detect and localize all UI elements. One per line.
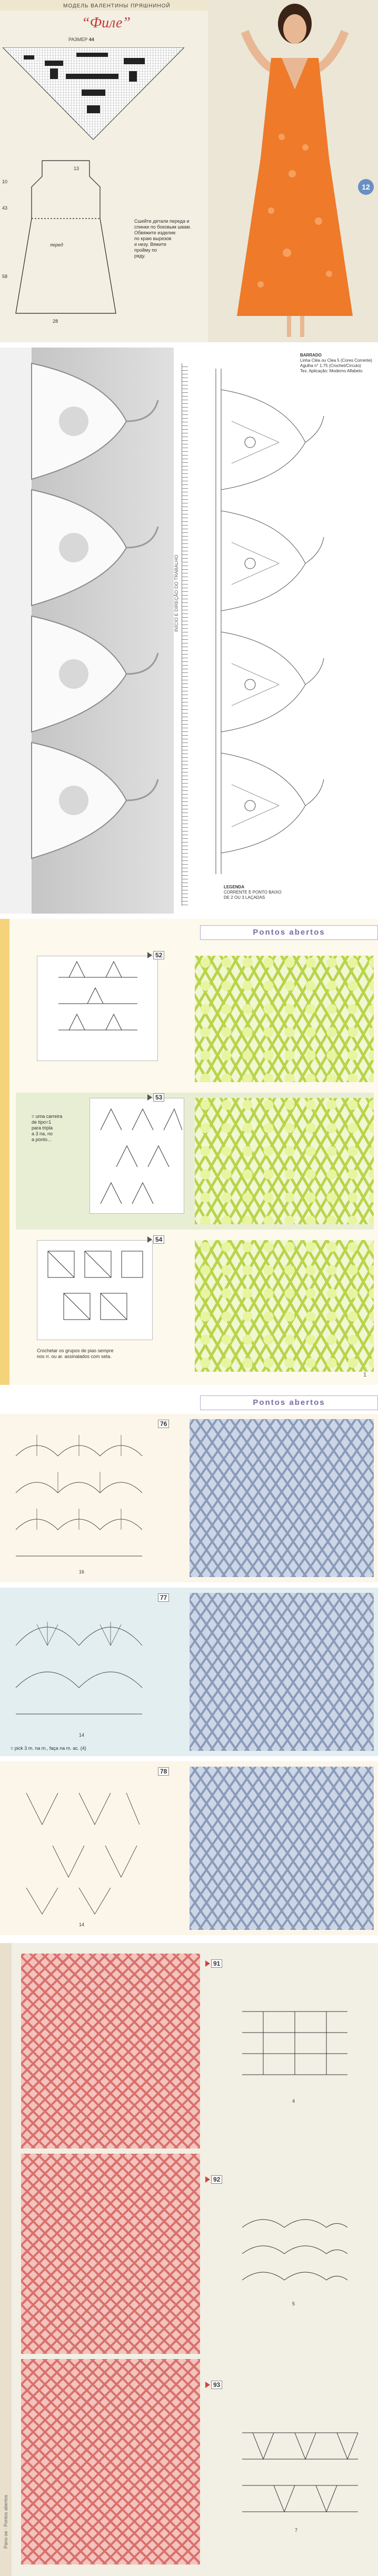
stitch-chart xyxy=(11,1424,158,1567)
sample-number xyxy=(158,1593,169,1602)
sample-number-label: 52 xyxy=(153,951,164,959)
arrow-icon xyxy=(205,2382,210,2388)
legend-line: de tipo=1 xyxy=(32,1119,52,1125)
pattern-piece-label: перед xyxy=(50,242,63,247)
side-text: Pano oe · Pontos abertos xyxy=(3,2494,8,2549)
stitch-chart xyxy=(11,1772,158,1919)
legend-line: = uma carreira xyxy=(32,1114,63,1119)
width-label: 4 xyxy=(292,2098,295,2104)
sample-number-label: 78 xyxy=(158,1767,169,1776)
arrow-icon xyxy=(205,1960,210,1967)
sample-number xyxy=(147,1093,164,1102)
direction-label: INÍCIO E DIREÇÃO DO TRABALHO xyxy=(174,554,179,632)
note-line: Tex. Aplicação: Moderno Alfabeto xyxy=(300,369,363,373)
open-stitches-green-page xyxy=(0,919,378,1385)
section-title: Pontos abertos xyxy=(253,1398,325,1407)
sample-number xyxy=(147,950,164,960)
open-stitches-red-page xyxy=(0,1943,378,2576)
filet-chart xyxy=(3,47,184,142)
width-label: 5 xyxy=(292,2301,295,2306)
legend-line: LEGENDA xyxy=(224,885,245,889)
magazine-page-dress xyxy=(0,0,378,342)
sample-row xyxy=(0,1588,378,1756)
size-value: 44 xyxy=(88,37,94,42)
instruction-line: Обвяжите изделие xyxy=(134,230,176,235)
left-margin-strip xyxy=(0,919,9,1385)
footer-line: Crochetar os grupos de pias sempre xyxy=(37,1348,114,1353)
dim-label: 43 xyxy=(2,205,8,211)
instruction-line: Сшейте детали переда и xyxy=(134,219,190,224)
garment-schematic xyxy=(11,155,121,329)
blue-swatch xyxy=(190,1419,374,1577)
open-stitches-blue-page xyxy=(0,1390,378,1938)
width-label: 7 xyxy=(295,2528,298,2533)
blue-swatch xyxy=(190,1767,374,1930)
sample-number-label: 77 xyxy=(158,1593,169,1602)
side-title: Pontos abertos xyxy=(3,2494,8,2527)
legend-line: DE 2 OU 3 LAÇADAS xyxy=(224,895,265,900)
sample-number-label: 53 xyxy=(153,1093,164,1102)
section-title: Pontos abertos xyxy=(253,928,325,937)
dim-label: 28 xyxy=(53,319,58,324)
stitch-chart xyxy=(89,1098,184,1214)
sample-row xyxy=(0,1414,378,1582)
dim-label: 10 xyxy=(2,179,8,184)
instruction-line: пройму по xyxy=(134,247,157,253)
sample-row xyxy=(16,1093,374,1230)
stitch-chart xyxy=(11,1603,158,1730)
instruction-line: по краю вырезов xyxy=(134,236,172,241)
width-label: 14 xyxy=(79,1732,85,1738)
note-line: Linha Cléa ou Clea 5 (Cores Corrente) xyxy=(300,358,372,363)
legend-line: CORRENTE E PONTO BAIXO xyxy=(224,890,282,895)
arrow-icon xyxy=(205,2176,210,2183)
sample-number xyxy=(158,1419,169,1429)
sample-number xyxy=(147,1235,164,1244)
legend-note xyxy=(224,885,355,900)
instruction-line: и низу. Вяжите xyxy=(134,242,167,247)
note-line: Agulha n° 1.75 (Crochet/Círculo) xyxy=(300,363,361,368)
model-photo xyxy=(208,0,378,342)
red-swatch xyxy=(21,2154,200,2354)
instruction-line: спинки по боковым швам. xyxy=(134,224,191,230)
sample-row xyxy=(0,1761,378,1935)
stitch-chart xyxy=(37,1240,153,1340)
sample-number xyxy=(205,2380,222,2390)
sample-number-label: 76 xyxy=(158,1420,169,1428)
arrow-icon xyxy=(147,1094,152,1101)
footer-note xyxy=(37,1348,174,1360)
stitch-chart xyxy=(232,1996,358,2101)
edging-chart xyxy=(200,369,332,874)
size-label: РАЗМЕР xyxy=(68,37,89,42)
note-line: BARRADO xyxy=(300,353,322,358)
sample-number-label: 91 xyxy=(211,1959,222,1968)
side-code: Pano oe xyxy=(3,2531,8,2549)
instructions-text xyxy=(134,219,213,259)
dim-label: 13 xyxy=(74,166,79,171)
sample-legend xyxy=(32,1114,84,1143)
green-swatch xyxy=(195,1240,374,1372)
width-label: 14 xyxy=(79,1922,85,1927)
pattern-title: “Филе” xyxy=(82,15,131,31)
sample-number-label: 93 xyxy=(211,2381,222,2389)
page-number: 1 xyxy=(363,1372,367,1378)
size-line xyxy=(68,37,94,43)
lace-photo xyxy=(0,348,174,914)
page-number-badge: 12 xyxy=(358,179,374,195)
section-header xyxy=(200,1395,378,1410)
lace-edging-page xyxy=(0,348,378,914)
width-label: 16 xyxy=(79,1569,85,1574)
legend-line: a ponto... xyxy=(32,1137,52,1142)
arrow-icon xyxy=(147,1236,152,1243)
section-header xyxy=(200,925,378,940)
sample-number xyxy=(205,2175,222,2184)
sample-number xyxy=(158,1767,169,1776)
model-line: МОДЕЛЬ ВАЛЕНТИНЫ ПРЯШНИНОЙ xyxy=(63,3,171,9)
stitch-chart-drawing xyxy=(37,956,158,1062)
red-swatch xyxy=(21,2359,200,2564)
red-swatch xyxy=(21,1954,200,2148)
top-note xyxy=(300,353,376,374)
stitch-chart-drawing xyxy=(90,1098,185,1214)
sample-number-label: 54 xyxy=(153,1235,164,1244)
sample-number-label: 92 xyxy=(211,2175,222,2184)
dim-label: 58 xyxy=(2,274,8,279)
legend-line: para tripla xyxy=(32,1125,53,1131)
stitch-caption: = pick 3 m. na m., faça na m. ac. (4) xyxy=(11,1746,86,1751)
stitch-chart xyxy=(232,2212,358,2296)
stitch-chart-drawing xyxy=(37,1241,153,1341)
blue-swatch xyxy=(190,1593,374,1751)
green-swatch xyxy=(195,1098,374,1224)
stitch-chart xyxy=(37,956,158,1061)
green-swatch xyxy=(195,956,374,1082)
sample-number xyxy=(205,1959,222,1968)
ruler-strip xyxy=(182,363,188,906)
stitch-chart xyxy=(232,2417,369,2522)
sample-row xyxy=(16,1235,374,1377)
left-margin-strip xyxy=(0,1943,12,2576)
footer-line: nos rr. ou ar. assinalados com seta. xyxy=(37,1354,112,1359)
arrow-icon xyxy=(147,952,152,958)
sample-row xyxy=(16,950,374,1087)
legend-line: a 3 na, no xyxy=(32,1131,53,1136)
instruction-line: ряду. xyxy=(134,253,146,259)
